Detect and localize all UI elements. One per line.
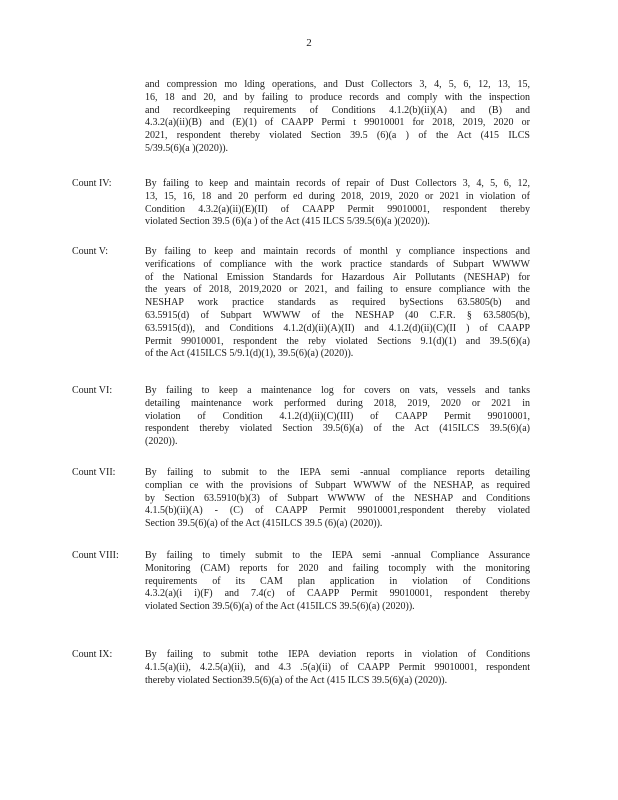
count-line: 4.1.5(b)(ii)(A) - (C) of CAAPP Permit 99010001,respondent thereby violated — [145, 505, 530, 517]
count-line: the years of 2018, 2019,2020 or 2021, and failing to ensure compliance with the — [145, 284, 530, 296]
count-line: (2020)). — [145, 436, 178, 448]
count-line: thereby violated Section39.5(6)(a) of the Act (415 ILCS 39.5(6)(a) (2020)). — [145, 674, 448, 686]
count-line: By failing to keep a maintenance log for covers on vats, vessels and tanks — [145, 385, 530, 396]
paragraph-line: 4.3.2(a)(ii)(B) and (E)(1) of CAAPP Permi t 99010001 for 2018, 2019, 2020 or — [145, 117, 530, 129]
count-line: Section 39.5(6)(a) of the Act (415ILCS 39.5 (6)(a) (2020)). — [145, 518, 383, 530]
count-label: Count IV: — [72, 178, 112, 189]
count-body — [145, 178, 530, 229]
count-body — [145, 649, 530, 687]
count-line: verifications of compliance with the work practice standards of Subpart WWWW — [145, 258, 530, 270]
count-label: Count VIII: — [72, 550, 119, 561]
paragraph-line: and recordkeeping requirements of Conditions 4.1.2(b)(ii)(A) and (B) and — [145, 104, 530, 116]
count-label: Count V: — [72, 246, 109, 257]
count-line: By failing to submit to the IEPA semi -annual compliance reports detailing — [145, 467, 530, 478]
count-line: 4.1.5(a)(ii), 4.2.5(a)(ii), and 4.3 .5(a)(ii) of CAAPP Permit 99010001, respondent — [145, 661, 530, 673]
count-body — [145, 246, 530, 361]
count-line: requirements of its CAM plan application in violation of Conditions — [145, 575, 530, 587]
count-label: Count VI: — [72, 385, 113, 396]
count-line: 63.5915(d) of Subpart WWWW of the NESHAP (40 C.F.R. § 63.5805(b), — [145, 309, 530, 321]
count-line: By failing to submit tothe IEPA deviation reports in violation of Conditions — [145, 649, 530, 660]
paragraph-line: 5/39.5(6)(a )(2020)). — [145, 142, 229, 154]
paragraph-body — [145, 79, 530, 156]
count-line: complian ce with the provisions of Subpart WWWW of the NESHAP, as required — [145, 479, 530, 491]
count-line: Monitoring (CAM) reports for 2020 and failing tocomply with the monitoring — [145, 562, 530, 574]
count-body — [145, 550, 530, 614]
count-line: 13, 15, 16, 18 and 20 perform ed during 2018, 2019, 2020 or 2021 in violation of — [145, 190, 530, 202]
count-line: By failing to timely submit to the IEPA semi -annual Compliance Assurance — [145, 550, 530, 561]
count-line: detailing maintenance work performed during 2018, 2019, 2020 or 2021 in — [145, 397, 530, 409]
count-line: violated Section 39.5 (6)(a ) of the Act (415 ILCS 5/39.5(6)(a )(2020)). — [145, 216, 430, 228]
count-line: Permit 99010001, respondent the reby violated Sections 9.1(d)(1) and 39.5(6)(a) — [145, 335, 530, 347]
count-line: Condition 4.3.2(a)(ii)(E)(II) of CAAPP Permit 99010001, respondent thereby — [145, 203, 530, 215]
count-body — [145, 385, 530, 449]
paragraph-line: and compression mo lding operations, and Dust Collectors 3, 4, 5, 6, 12, 13, 15, — [145, 79, 530, 90]
count-line: respondent thereby violated Section 39.5(6)(a) of the Act (415ILCS 39.5(6)(a) — [145, 423, 530, 435]
count-line: of the National Emission Standards for Hazardous Air Pollutants (NESHAP) for — [145, 271, 530, 283]
paragraph-line: 2021, respondent thereby violated Section 39.5 (6)(a ) of the Act (415 ILCS — [145, 130, 530, 142]
count-label: Count IX: — [72, 649, 113, 660]
count-line: By failing to keep and maintain records of repair of Dust Collectors 3, 4, 5, 6, 12, — [145, 178, 530, 189]
count-body — [145, 467, 530, 531]
paragraph-line: 16, 18 and 20, and by failing to produce records and comply with the inspection — [145, 91, 530, 103]
count-line: 63.5915(d)), and Conditions 4.1.2(d)(ii)(A)(II) and 4.1.2(d)(ii)(C)(II ) of CAAPP — [145, 322, 530, 334]
page-number: 2 — [306, 37, 312, 49]
count-line: of the Act (415ILCS 5/9.1(d)(1), 39.5(6)(a) (2020)). — [145, 348, 354, 360]
count-line: violation of Condition 4.1.2(d)(ii)(C)(III) of CAAPP Permit 99010001, — [145, 410, 530, 422]
count-line: violated Section 39.5(6)(a) of the Act (415ILCS 39.5(6)(a) (2020)). — [145, 601, 415, 613]
count-line: NESHAP work practice standards as required bySections 63.5805(b) and — [145, 297, 530, 309]
count-label: Count VII: — [72, 467, 116, 478]
count-line: By failing to keep and maintain records of monthl y compliance inspections and — [145, 246, 530, 257]
count-line: 4.3.2(a)(i i)(F) and 7.4(c) of CAAPP Permit 99010001, respondent thereby — [145, 588, 530, 600]
count-line: by Section 63.5910(b)(3) of Subpart WWWW of the NESHAP and Conditions — [145, 492, 530, 504]
